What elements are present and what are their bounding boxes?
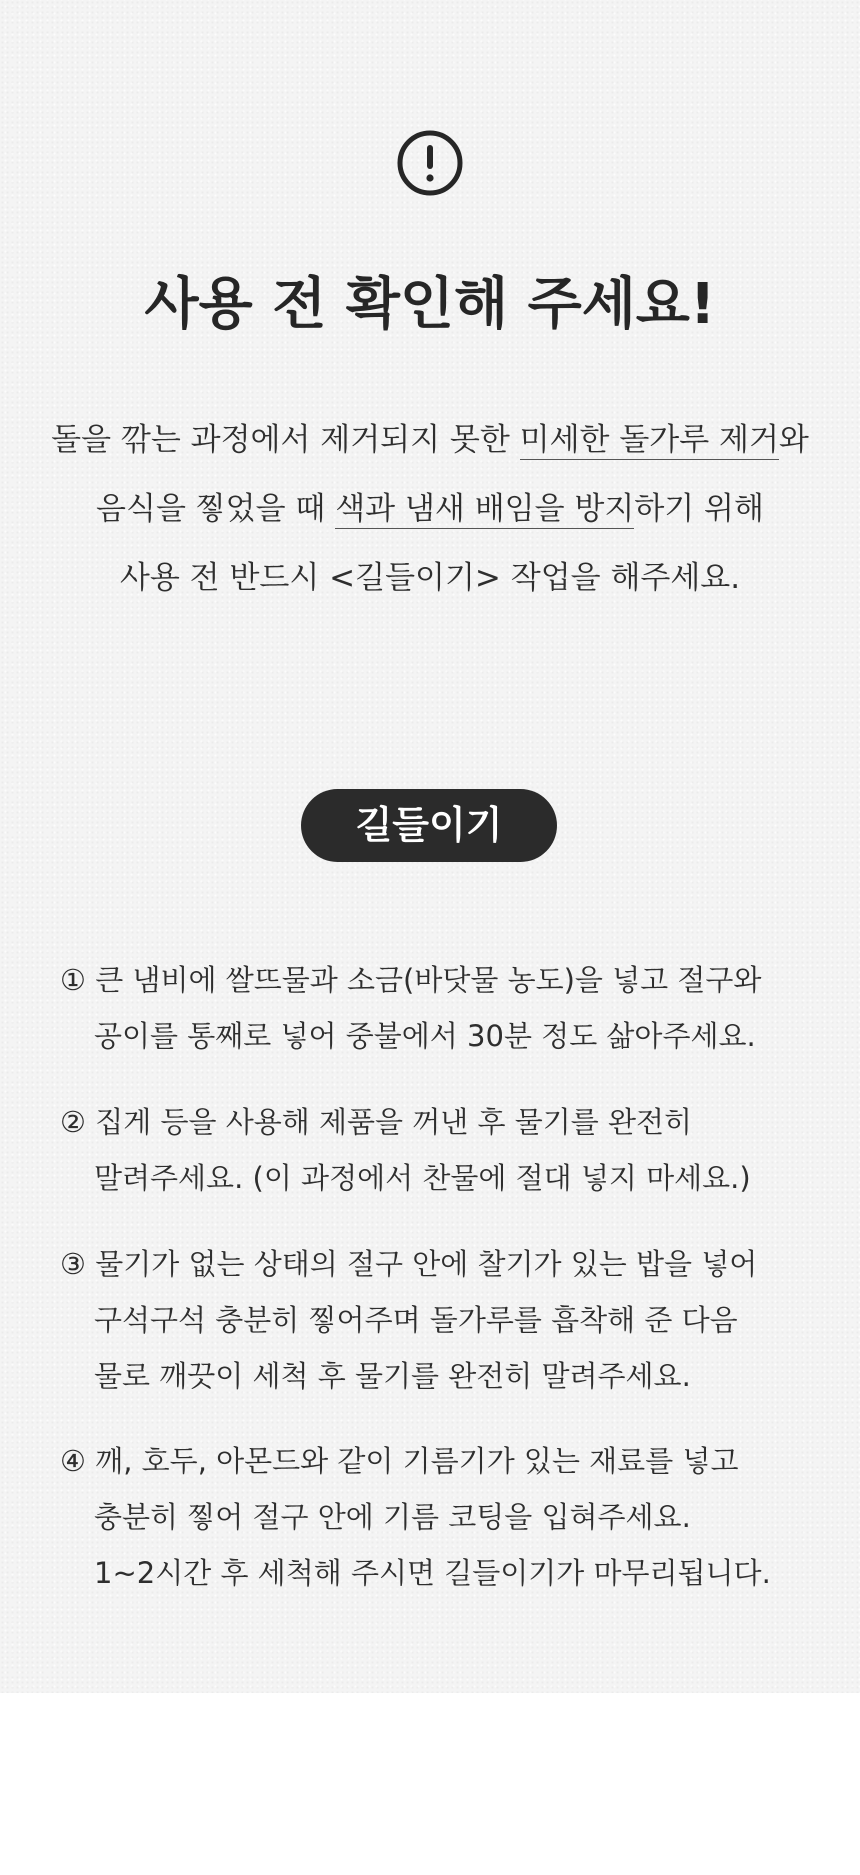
intro-text: 하기 위해 — [634, 491, 764, 527]
step-line: 1~2시간 후 세척해 주시면 길들이기가 마무리됩니다. — [94, 1556, 771, 1590]
step-line: 구석구석 충분히 찧어주며 돌가루를 흡착해 준 다음 — [94, 1303, 738, 1337]
intro-line-3: 사용 전 반드시 <길들이기> 작업을 해주세요. — [119, 560, 741, 596]
step-line: 말려주세요. (이 과정에서 찬물에 절대 넣지 마세요.) — [94, 1161, 751, 1195]
intro-underlined: 색과 냄새 배임을 방지 — [335, 491, 635, 527]
page-title: 사용 전 확인해 주세요! — [144, 272, 716, 337]
step-line: 공이를 통째로 넣어 중불에서 30분 정도 삶아주세요. — [94, 1019, 756, 1053]
step-line: ③ 물기가 없는 상태의 절구 안에 찰기가 있는 밥을 넣어 — [60, 1247, 758, 1281]
step-4 — [60, 1433, 820, 1601]
step-2 — [60, 1094, 820, 1206]
exclamation-circle-icon — [397, 130, 463, 196]
section-label-pill: 길들이기 — [301, 789, 557, 862]
intro-text: 돌을 깎는 과정에서 제거되지 못한 — [51, 422, 520, 458]
intro-line-2 — [0, 487, 860, 531]
step-line: 충분히 찧어 절구 안에 기름 코팅을 입혀주세요. — [94, 1500, 691, 1534]
step-1 — [60, 952, 820, 1064]
step-line: ① 큰 냄비에 쌀뜨물과 소금(바닷물 농도)을 넣고 절구와 — [60, 963, 762, 997]
step-line: ② 집게 등을 사용해 제품을 꺼낸 후 물기를 완전히 — [60, 1105, 693, 1139]
intro-text: 와 — [778, 422, 809, 458]
intro-line-1 — [0, 418, 860, 462]
step-line: ④ 깨, 호두, 아몬드와 같이 기름기가 있는 재료를 넣고 — [60, 1444, 739, 1478]
intro-underlined: 미세한 돌가루 제거 — [519, 422, 779, 458]
intro-text: 음식을 찧었을 때 — [96, 491, 336, 527]
step-line: 물로 깨끗이 세척 후 물기를 완전히 말려주세요. — [94, 1359, 691, 1393]
step-3 — [60, 1236, 820, 1404]
